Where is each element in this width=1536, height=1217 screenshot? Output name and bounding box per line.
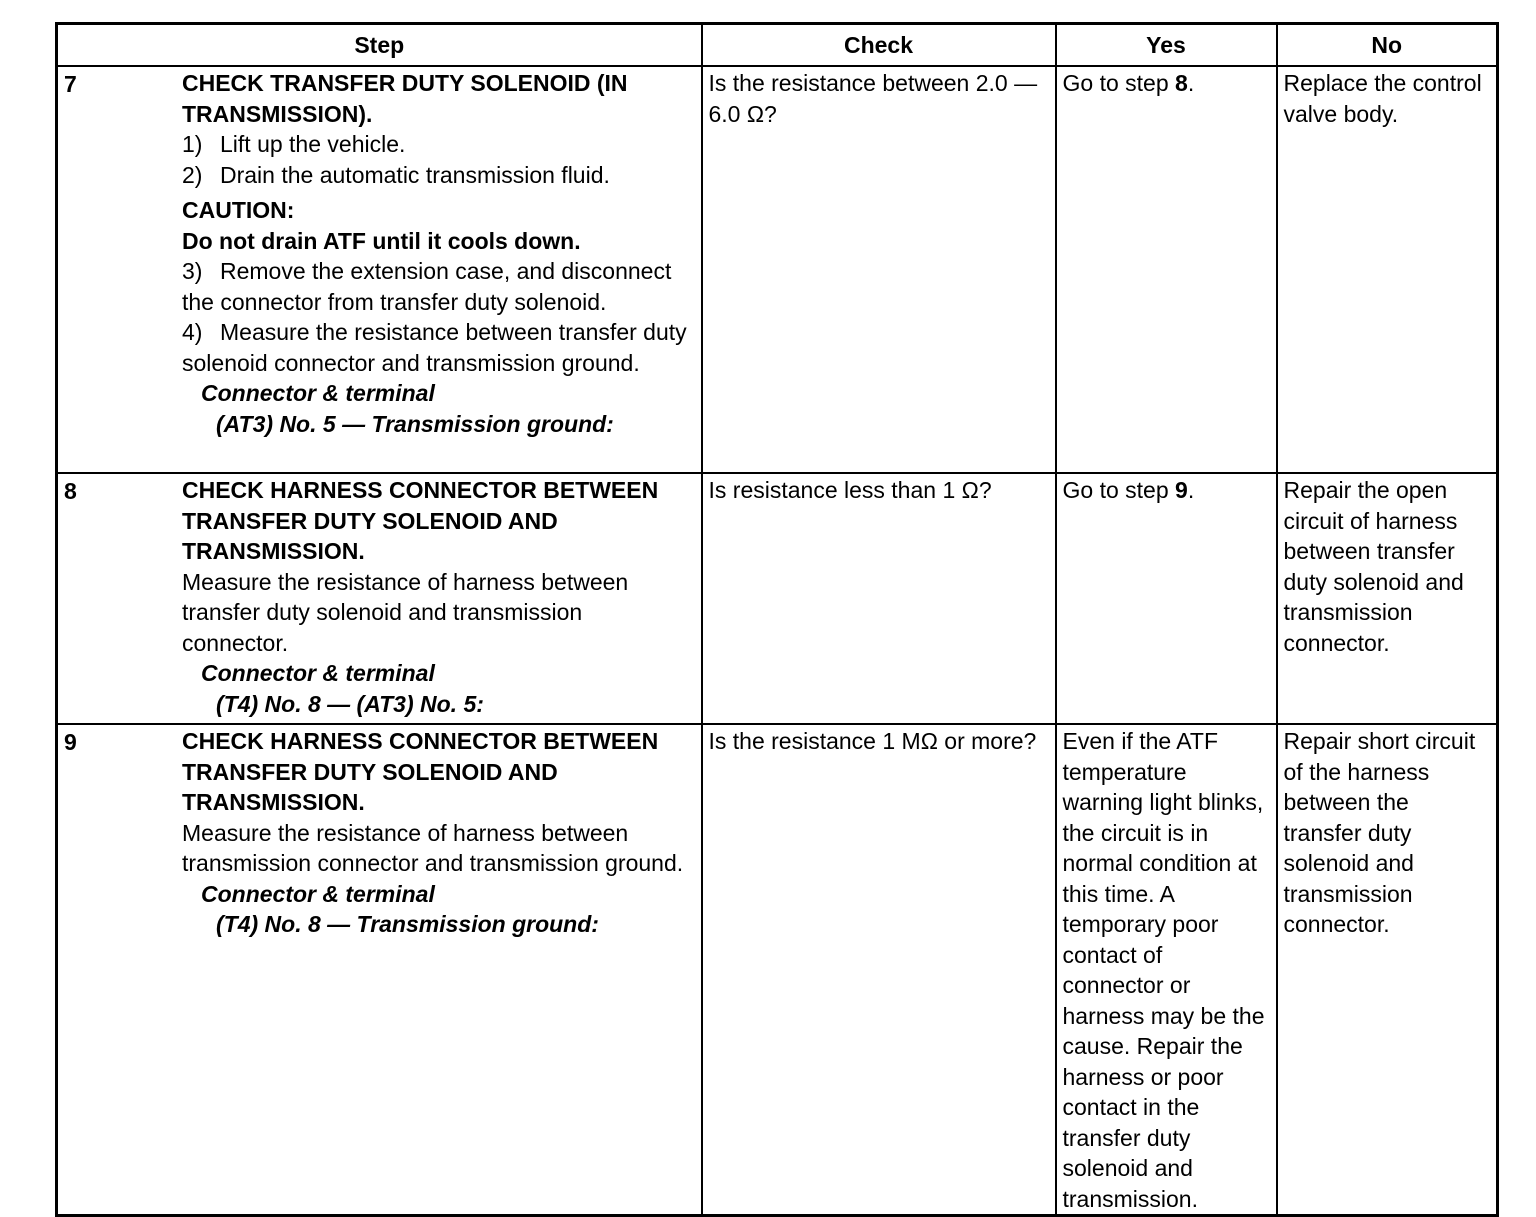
- substep: 2) Drain the automatic transmission fluid.: [182, 161, 610, 188]
- yes-cell: Go to step 9.: [1056, 473, 1277, 724]
- substep: 4) Measure the resistance between transfer duty solenoid connector and transmission ground.: [182, 319, 687, 376]
- step-cell: [57, 724, 702, 1216]
- step-number: 8: [64, 478, 77, 504]
- connector-value: (AT3) No. 5 — Transmission ground:: [216, 410, 614, 437]
- no-cell: Repair short circuit of the harness between the transfer duty solenoid and transmission connector.: [1277, 724, 1498, 1216]
- header-yes: Yes: [1056, 24, 1277, 67]
- table-row: [57, 473, 1498, 724]
- step-title: CHECK HARNESS CONNECTOR BETWEEN TRANSFER DUTY SOLENOID AND TRANSMISSION.: [182, 477, 659, 564]
- step-number: 7: [64, 71, 77, 97]
- step-title: CHECK TRANSFER DUTY SOLENOID (IN TRANSMISSION).: [182, 70, 628, 127]
- no-cell: Repair the open circuit of harness between transfer duty solenoid and transmission connector.: [1277, 473, 1498, 724]
- check-cell: Is the resistance 1 MΩ or more?: [702, 724, 1056, 1216]
- header-check: Check: [702, 24, 1056, 67]
- connector-value: (T4) No. 8 — (AT3) No. 5:: [216, 690, 484, 717]
- substep: 3) Remove the extension case, and disconnect the connector from transfer duty solenoid.: [182, 258, 672, 315]
- header-step: Step: [57, 24, 702, 67]
- caution-label: CAUTION:: [182, 197, 295, 223]
- table-row: [57, 66, 1498, 473]
- header-no: No: [1277, 24, 1498, 67]
- diagnostic-table: [55, 22, 1499, 1217]
- connector-value: (T4) No. 8 — Transmission ground:: [216, 911, 599, 937]
- step-body: Measure the resistance of harness between transmission connector and transmission ground.: [182, 819, 684, 876]
- step-cell: [57, 473, 702, 724]
- yes-cell: Even if the ATF temperature warning light blinks, the circuit is in normal condition at this time. A temporary poor contact of connector or harness may be the cause. Repair the harness or poor contact in the transfer duty solenoid and transmission.: [1056, 724, 1277, 1216]
- substep: 1) Lift up the vehicle.: [182, 131, 406, 157]
- step-body: Measure the resistance of harness between transfer duty solenoid and transmission connector.: [182, 568, 629, 656]
- yes-cell: Go to step 8.: [1056, 66, 1277, 473]
- step-number: 9: [64, 729, 77, 755]
- connector-label: Connector & terminal: [201, 880, 435, 907]
- table-row: [57, 724, 1498, 1216]
- header-row: [57, 24, 1498, 67]
- no-cell: Replace the control valve body.: [1277, 66, 1498, 473]
- step-title: CHECK HARNESS CONNECTOR BETWEEN TRANSFER DUTY SOLENOID AND TRANSMISSION.: [182, 728, 659, 815]
- connector-label: Connector & terminal: [201, 380, 435, 406]
- check-cell: Is resistance less than 1 Ω?: [702, 473, 1056, 724]
- step-cell: [57, 66, 702, 473]
- connector-label: Connector & terminal: [201, 660, 435, 686]
- check-cell: Is the resistance between 2.0 — 6.0 Ω?: [702, 66, 1056, 473]
- caution-text: Do not drain ATF until it cools down.: [182, 227, 581, 254]
